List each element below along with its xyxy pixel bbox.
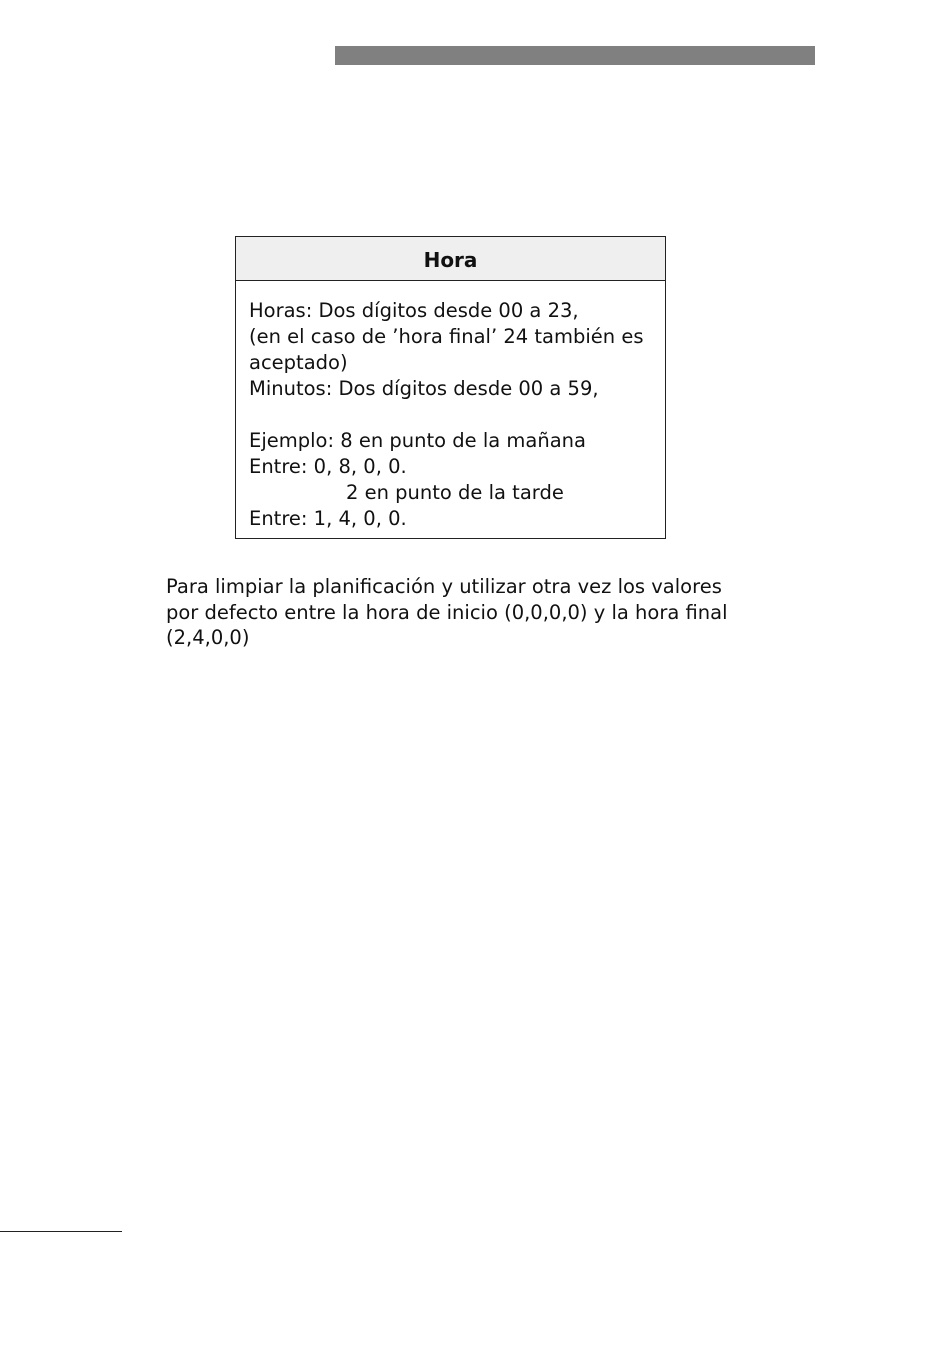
paragraph-line: por defecto entre la hora de inicio (0,0,0,0) y la hora final [166, 600, 728, 624]
table-line-entry-afternoon: Entre: 1, 4, 0, 0. [249, 507, 407, 530]
table-line-minutes: Minutos: Dos dígitos desde 00 a 59, [249, 377, 599, 400]
paragraph-line: Para limpiar la planificación y utilizar otra vez los valores [166, 575, 722, 598]
paragraph-line: (2,4,0,0) [166, 626, 250, 649]
table-line-afternoon: 2 en punto de la tarde [346, 481, 564, 504]
footnote-rule [0, 1231, 122, 1232]
hora-table [235, 236, 666, 539]
table-line-final-hour-note: (en el caso de ’hora final’ 24 también es [249, 325, 644, 348]
clear-schedule-paragraph [166, 574, 766, 651]
table-body [236, 281, 665, 532]
header-bar [335, 46, 815, 65]
table-line-hours: Horas: Dos dígitos desde 00 a 23, [249, 299, 579, 322]
table-header: Hora [236, 237, 665, 281]
table-line-accepted: aceptado) [249, 351, 348, 374]
table-line-entry-morning: Entre: 0, 8, 0, 0. [249, 455, 407, 478]
table-line-example: Ejemplo: 8 en punto de la mañana [249, 429, 586, 452]
spacer [249, 402, 665, 428]
